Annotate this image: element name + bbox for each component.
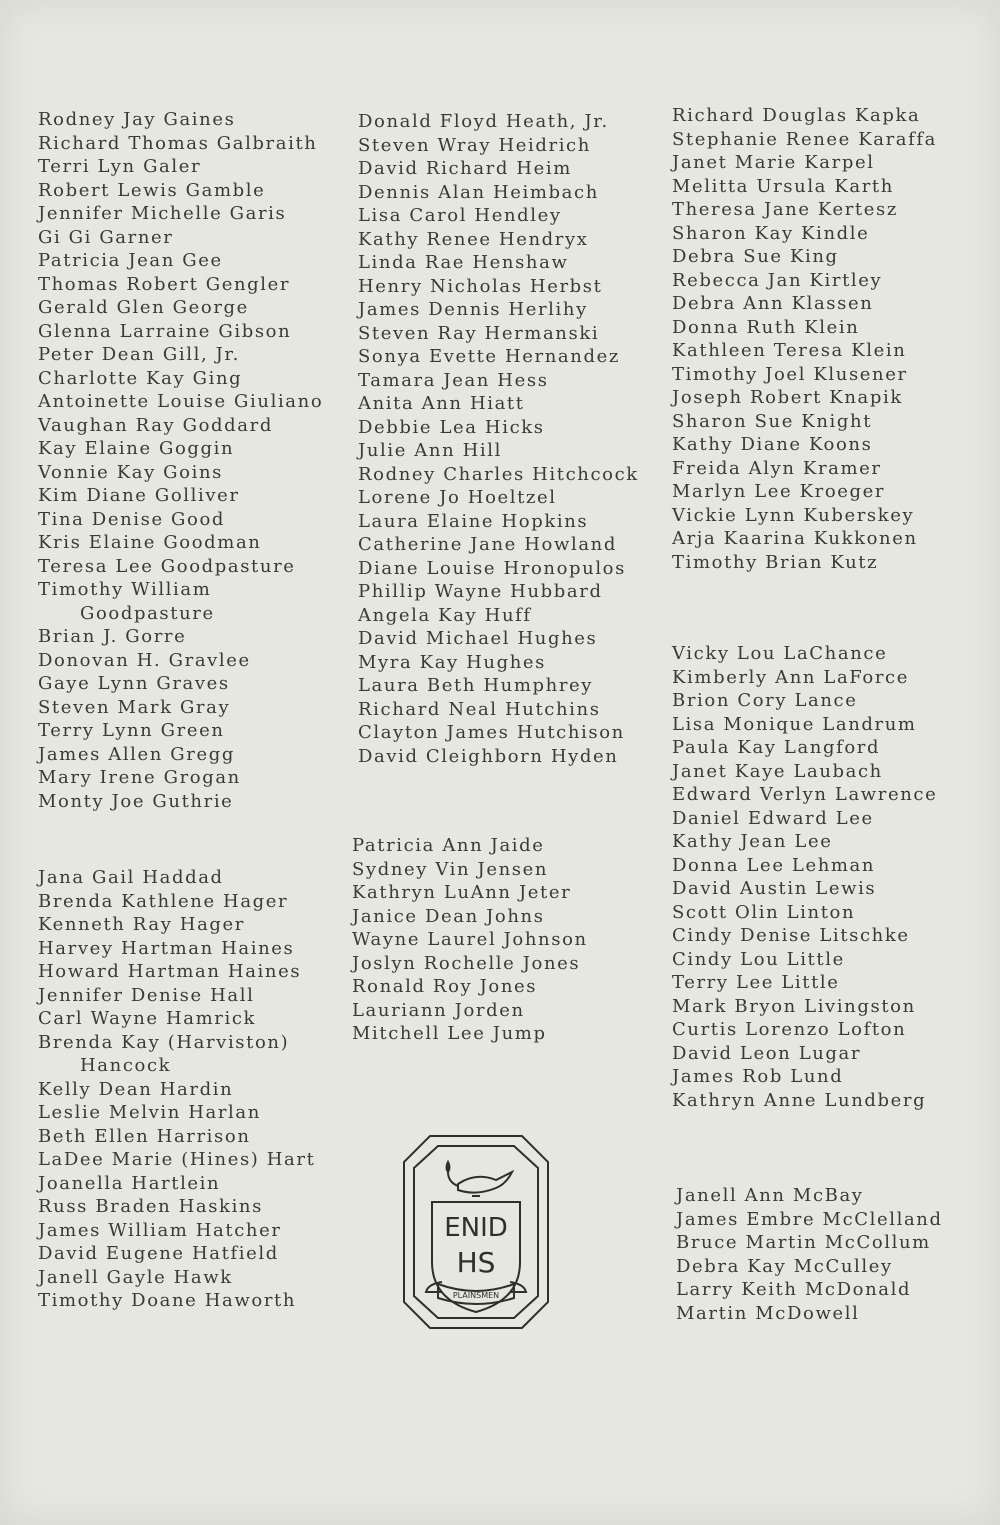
graduate-name: Scott Olin Linton [672, 901, 856, 923]
graduate-name: Martin McDowell [676, 1302, 860, 1324]
names-column-h-part2 [358, 110, 639, 768]
graduate-name: Clayton James Hutchison [358, 722, 625, 743]
graduate-name: Rebecca Jan Kirtley [672, 269, 883, 291]
graduate-name: Wayne Laurel Johnson [352, 929, 588, 950]
graduate-name: Henry Nicholas Herbst [358, 275, 603, 297]
names-column-k [672, 104, 937, 574]
graduate-name: Joseph Robert Knapik [672, 387, 903, 408]
graduate-name: Kathryn LuAnn Jeter [352, 882, 572, 903]
graduate-name: Joanella Hartlein [38, 1172, 221, 1194]
graduate-name: Stephanie Renee Karaffa [672, 128, 937, 150]
graduate-name: David Richard Heim [358, 158, 572, 179]
graduate-name: Debra Kay McCulley [676, 1255, 893, 1277]
graduate-name: Vicky Lou LaChance [672, 643, 888, 664]
graduate-name: Timothy Joel Klusener [672, 363, 908, 385]
graduate-name: Rodney Charles Hitchcock [358, 463, 639, 485]
graduate-name: Julie Ann Hill [358, 440, 502, 461]
graduate-name: Jana Gail Haddad [38, 867, 224, 888]
graduate-name: Cindy Lou Little [672, 948, 845, 970]
graduate-name: Gerald Glen George [38, 297, 249, 318]
graduate-name: David Leon Lugar [672, 1042, 862, 1064]
graduate-name: Dennis Alan Heimbach [358, 181, 599, 203]
names-column-h-part1 [38, 866, 315, 1313]
graduate-name: Sonya Evette Hernandez [358, 346, 620, 367]
graduate-name: Steven Mark Gray [38, 696, 231, 718]
crest-text-hs: HS [456, 1246, 496, 1279]
graduate-name: Charlotte Kay Ging [38, 367, 243, 389]
graduate-name: Linda Rae Henshaw [358, 252, 569, 273]
graduate-name: Jennifer Michelle Garis [38, 203, 287, 224]
enid-hs-crest-logo [402, 1132, 550, 1332]
graduate-name: Mary Irene Grogan [38, 767, 241, 788]
graduate-name: Cindy Denise Litschke [672, 925, 910, 946]
graduate-name: Brenda Kathlene Hager [38, 890, 289, 912]
graduate-name: Melitta Ursula Karth [672, 175, 894, 197]
names-column-mc [676, 1184, 943, 1325]
graduate-name: Tina Denise Good [38, 508, 226, 530]
graduate-name: Sharon Sue Knight [672, 410, 873, 432]
graduate-name: Mitchell Lee Jump [352, 1023, 547, 1044]
graduate-name: Timothy Doane Haworth [38, 1290, 297, 1311]
graduate-name: Donna Ruth Klein [672, 316, 860, 338]
graduate-name: Antoinette Louise Giuliano [38, 391, 324, 412]
graduate-name: Janet Marie Karpel [672, 152, 875, 173]
graduate-name: Beth Ellen Harrison [38, 1125, 251, 1147]
graduate-name: Richard Douglas Kapka [672, 105, 921, 126]
graduate-name: Terry Lynn Green [38, 720, 225, 741]
graduate-name: Monty Joe Guthrie [38, 790, 234, 812]
graduate-name: Lauriann Jorden [352, 999, 525, 1021]
graduate-name: David Austin Lewis [672, 878, 877, 899]
graduate-name: Patricia Ann Jaide [352, 835, 545, 856]
graduate-name: James William Hatcher [38, 1219, 282, 1241]
graduate-name: Janell Ann McBay [676, 1185, 864, 1206]
graduate-name: Jennifer Denise Hall [38, 984, 255, 1006]
graduate-name: Laura Elaine Hopkins [358, 510, 589, 532]
names-column-l [672, 642, 937, 1112]
graduate-name: Kim Diane Golliver [38, 485, 240, 506]
graduate-name: Kathy Jean Lee [672, 831, 833, 852]
graduate-name: Steven Wray Heidrich [358, 134, 591, 156]
graduate-name: Timothy Brian Kutz [672, 551, 879, 573]
graduate-name: Terri Lyn Galer [38, 156, 202, 177]
graduate-name: Kay Elaine Goggin [38, 438, 235, 459]
graduate-name: James Rob Lund [672, 1066, 844, 1087]
graduate-name: Russ Braden Haskins [38, 1196, 263, 1217]
graduate-name: Harvey Hartman Haines [38, 937, 295, 959]
crest-banner-text: PLAINSMEN [452, 1291, 500, 1300]
graduate-name: Ronald Roy Jones [352, 976, 538, 997]
graduate-name: James Allen Gregg [38, 743, 235, 765]
graduate-name: Sharon Kay Kindle [672, 222, 870, 244]
names-column-j [352, 834, 588, 1046]
graduate-name: Kimberly Ann LaForce [672, 666, 909, 688]
graduate-name: Leslie Melvin Harlan [38, 1102, 261, 1123]
graduate-name: Freida Alyn Kramer [672, 457, 882, 479]
graduate-name: Janet Kaye Laubach [672, 760, 883, 782]
graduate-name: Kris Elaine Goodman [38, 532, 262, 553]
graduate-name: Kelly Dean Hardin [38, 1078, 234, 1100]
graduate-name: Bruce Martin McCollum [676, 1232, 931, 1253]
graduate-name: Curtis Lorenzo Lofton [672, 1019, 907, 1040]
graduate-name: Janice Dean Johns [352, 905, 545, 927]
graduate-name: Kenneth Ray Hager [38, 914, 245, 935]
graduate-name: Steven Ray Hermanski [358, 322, 600, 344]
graduate-name: Daniel Edward Lee [672, 807, 874, 829]
graduate-name: Kathleen Teresa Klein [672, 340, 907, 361]
graduate-name: James Dennis Herlihy [358, 299, 588, 320]
graduate-name: Donald Floyd Heath, Jr. [358, 111, 609, 132]
graduate-name: Janell Gayle Hawk [38, 1266, 233, 1288]
graduate-name: Myra Kay Hughes [358, 651, 547, 673]
graduate-name: Diane Louise Hronopulos [358, 557, 626, 579]
graduate-name: Catherine Jane Howland [358, 534, 617, 555]
graduate-name: David Michael Hughes [358, 628, 598, 649]
graduate-name: Teresa Lee Goodpasture [38, 555, 296, 577]
graduate-name: Patricia Jean Gee [38, 250, 223, 271]
graduate-name: Rodney Jay Gaines [38, 109, 236, 130]
graduate-name: Goodpasture [80, 602, 215, 624]
graduate-name: Tamara Jean Hess [358, 369, 549, 391]
graduate-name: Larry Keith McDonald [676, 1279, 912, 1300]
graduate-name: Theresa Jane Kertesz [672, 199, 898, 220]
graduate-name: Kathryn Anne Lundberg [672, 1089, 927, 1111]
crest-text-enid: ENID [444, 1213, 508, 1243]
graduate-name: Vonnie Kay Goins [38, 461, 223, 483]
graduate-name: David Cleighborn Hyden [358, 745, 619, 767]
graduate-name: Paula Kay Langford [672, 737, 881, 758]
graduate-name: Kathy Renee Hendryx [358, 228, 589, 250]
graduate-name: Anita Ann Hiatt [358, 393, 525, 414]
graduate-name: Gaye Lynn Graves [38, 673, 230, 694]
graduate-name: Debbie Lea Hicks [358, 416, 545, 438]
graduate-name: Richard Neal Hutchins [358, 698, 601, 720]
graduate-name: Debra Sue King [672, 246, 839, 267]
graduate-name: Thomas Robert Gengler [38, 273, 291, 295]
names-column-g [38, 108, 323, 813]
graduate-name: Glenna Larraine Gibson [38, 320, 292, 342]
graduate-name: Brion Cory Lance [672, 690, 858, 711]
graduate-name: Richard Thomas Galbraith [38, 132, 318, 154]
graduate-name: Timothy William [38, 579, 212, 600]
graduate-name: Edward Verlyn Lawrence [672, 784, 938, 805]
graduate-name: Brenda Kay (Harviston) [38, 1031, 290, 1053]
graduate-name: Laura Beth Humphrey [358, 675, 594, 696]
graduate-name: James Embre McClelland [676, 1208, 943, 1230]
graduate-name: Brian J. Gorre [38, 626, 187, 647]
graduate-name: David Eugene Hatfield [38, 1243, 279, 1264]
graduate-name: Lisa Monique Landrum [672, 713, 917, 735]
graduate-name: Howard Hartman Haines [38, 961, 302, 982]
graduate-name: Marlyn Lee Kroeger [672, 481, 886, 502]
graduate-name: Peter Dean Gill, Jr. [38, 344, 240, 365]
graduate-name: Gi Gi Garner [38, 226, 174, 248]
graduate-name: Robert Lewis Gamble [38, 179, 266, 201]
graduate-name: Vaughan Ray Goddard [38, 414, 273, 436]
graduate-name: Phillip Wayne Hubbard [358, 581, 603, 602]
graduate-name: Donna Lee Lehman [672, 854, 876, 876]
graduate-name: Lorene Jo Hoeltzel [358, 487, 557, 508]
graduate-name: Arja Kaarina Kukkonen [672, 528, 918, 549]
graduate-name: Kathy Diane Koons [672, 434, 873, 455]
graduate-name: Lisa Carol Hendley [358, 205, 562, 226]
graduate-name: Hancock [80, 1055, 172, 1076]
graduate-name: Debra Ann Klassen [672, 293, 874, 314]
graduate-name: Angela Kay Huff [358, 604, 532, 626]
graduate-name: Carl Wayne Hamrick [38, 1008, 257, 1029]
graduate-name: Mark Bryon Livingston [672, 995, 916, 1017]
graduate-name: Donovan H. Gravlee [38, 649, 251, 671]
graduate-name: Terry Lee Little [672, 972, 840, 993]
graduate-name: Vickie Lynn Kuberskey [672, 504, 915, 526]
graduate-name: LaDee Marie (Hines) Hart [38, 1149, 316, 1170]
graduate-name: Sydney Vin Jensen [352, 858, 549, 880]
graduate-name: Joslyn Rochelle Jones [352, 952, 581, 974]
